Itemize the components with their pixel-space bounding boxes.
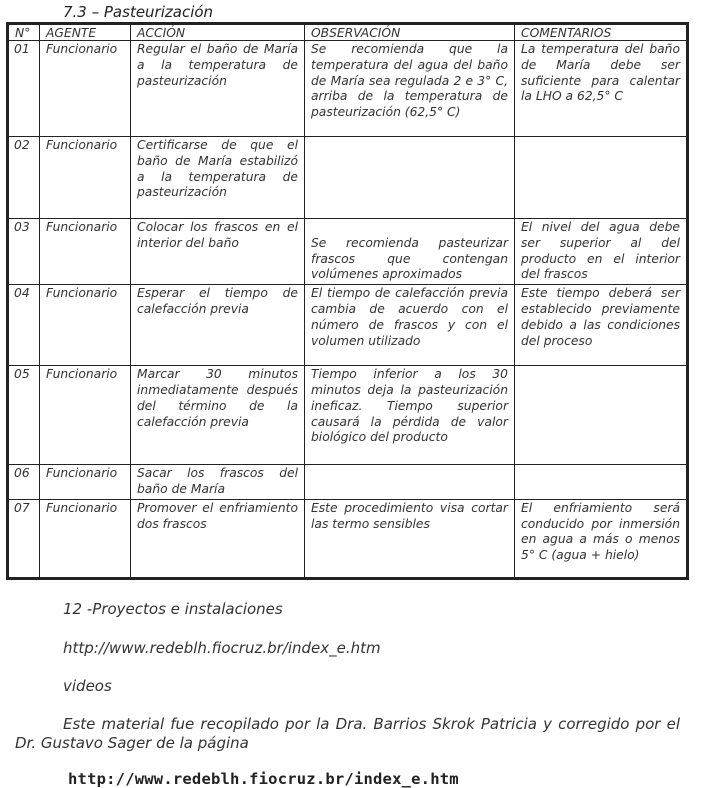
row-agent: Funcionario	[40, 41, 131, 137]
pasteurization-table	[6, 22, 689, 580]
row-agent: Funcionario	[40, 499, 131, 578]
row-observation: Se recomienda pasteurizar frascos que contengan volúmenes aproximados	[305, 219, 515, 285]
row-comment: Este tiempo deberá ser establecido previamente debido a las condiciones del proceso	[515, 285, 688, 366]
row-observation: Se recomienda que la temperatura del agua del baño de María sea regulada 2 e 3° C, arriba de la temperatura de pasteurización (62,5° C)	[305, 41, 515, 137]
row-action: Sacar los frascos del baño de María	[131, 465, 305, 500]
projects-heading: 12 -Proyectos e instalaciones	[63, 600, 283, 618]
videos-label: videos	[63, 677, 112, 695]
table-row	[8, 499, 688, 578]
header-agent: AGENTE	[40, 24, 131, 41]
row-observation	[305, 137, 515, 219]
table-row	[8, 219, 688, 285]
table-row	[8, 137, 688, 219]
row-comment: El enfriamiento será conducido por inmersión en agua a más o menos 5° C (agua + hielo)	[515, 499, 688, 578]
row-action: Esperar el tiempo de calefacción previa	[131, 285, 305, 366]
row-comment	[515, 137, 688, 219]
row-number: 02	[8, 137, 40, 219]
row-number: 01	[8, 41, 40, 137]
row-action: Promover el enfriamiento dos frascos	[131, 499, 305, 578]
bold-reference-link[interactable]: http://www.redeblh.fiocruz.br/index_e.htm	[68, 770, 459, 788]
table-row	[8, 366, 688, 465]
row-agent: Funcionario	[40, 137, 131, 219]
row-action: Certificarse de que el baño de María estabilizó a la temperatura de pasteurización	[131, 137, 305, 219]
table-row	[8, 465, 688, 500]
section-title: 7.3 – Pasteurización	[63, 3, 214, 21]
header-action: ACCIÓN	[131, 24, 305, 41]
header-comments: COMENTARIOS	[515, 24, 688, 41]
row-comment: El nivel del agua debe ser superior al del producto en el interior del frascos	[515, 219, 688, 285]
row-observation	[305, 465, 515, 500]
row-comment: La temperatura del baño de María debe ser suficiente para calentar la LHO a 62,5° C	[515, 41, 688, 137]
row-action: Regular el baño de María a la temperatura de pasteurización	[131, 41, 305, 137]
table-row	[8, 41, 688, 137]
row-number: 07	[8, 499, 40, 578]
row-action: Marcar 30 minutos inmediatamente después del término de la calefacción previa	[131, 366, 305, 465]
row-agent: Funcionario	[40, 219, 131, 285]
row-agent: Funcionario	[40, 465, 131, 500]
header-number: N°	[8, 24, 40, 41]
row-action: Colocar los frascos en el interior del baño	[131, 219, 305, 285]
row-agent: Funcionario	[40, 285, 131, 366]
row-observation: Tiempo inferior a los 30 minutos deja la pasteurización ineficaz. Tiempo superior causará la pérdida de valor biológico del producto	[305, 366, 515, 465]
row-number: 03	[8, 219, 40, 285]
row-observation: Este procedimiento visa cortar las termo sensibles	[305, 499, 515, 578]
row-agent: Funcionario	[40, 366, 131, 465]
table-row	[8, 285, 688, 366]
row-comment	[515, 366, 688, 465]
credit-paragraph: Este material fue recopilado por la Dra. Barrios Skrok Patricia y corregido por el Dr. Gustavo Sager de la página	[15, 715, 680, 752]
reference-link[interactable]: http://www.redeblh.fiocruz.br/index_e.htm	[63, 639, 381, 657]
row-observation: El tiempo de calefacción previa cambia de acuerdo con el número de frascos y con el volumen utilizado	[305, 285, 515, 366]
table-header-row	[8, 24, 688, 41]
header-observation: OBSERVACIÓN	[305, 24, 515, 41]
row-number: 04	[8, 285, 40, 366]
row-number: 06	[8, 465, 40, 500]
row-number: 05	[8, 366, 40, 465]
row-comment	[515, 465, 688, 500]
